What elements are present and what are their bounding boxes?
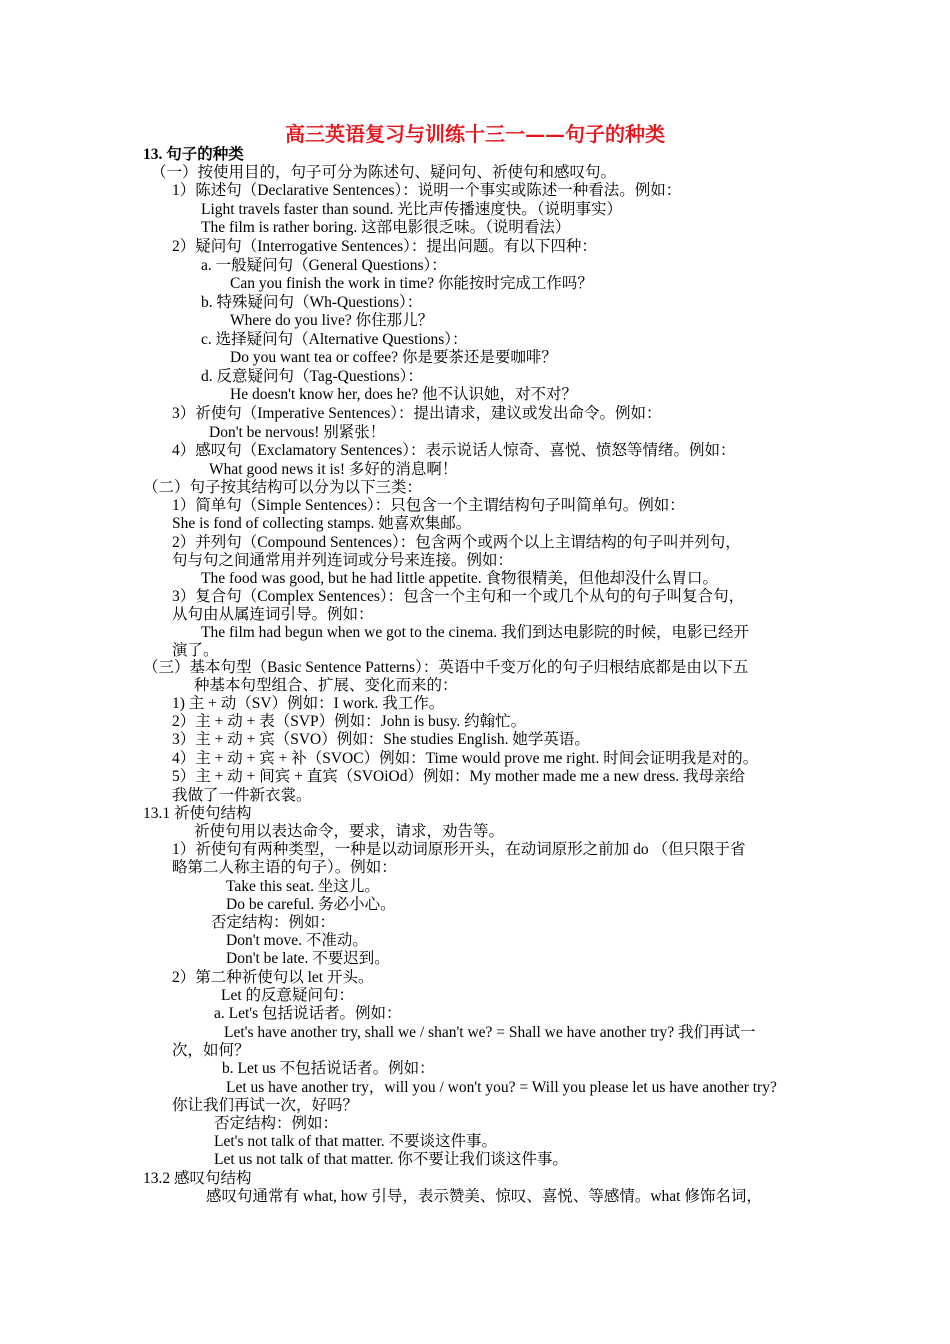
- section-heading: 13. 句子的种类: [143, 146, 244, 163]
- text-line: Don't be late. 不要迟到。: [226, 950, 390, 967]
- text-line: 4）主 + 动 + 宾 + 补（SVOC）例如：Time would prove me right. 时间会证明我是对的。: [172, 750, 759, 767]
- text-line: Don't move. 不准动。: [226, 932, 368, 949]
- text-line: 4）感叹句（Exclamatory Sentences）：表示说话人惊奇、喜悦、愤怒等情绪。例如：: [172, 442, 736, 459]
- text-line: 1）陈述句（Declarative Sentences）：说明一个事实或陈述一种看法。例如：: [172, 182, 682, 199]
- text-line: （三）基本句型（Basic Sentence Patterns）：英语中千变万化的句子归根结底都是由以下五: [143, 659, 749, 676]
- text-line: Take this seat. 坐这儿。: [226, 878, 380, 895]
- text-line: 1）祈使句有两种类型，一种是以动词原形开头，在动词原形之前加 do （但只限于省: [172, 841, 746, 858]
- text-line: 从句由从属连词引导。例如：: [172, 606, 374, 623]
- text-line: 你让我们再试一次，好吗？: [172, 1097, 359, 1114]
- text-line: （二）句子按其结构可以分为以下三类：: [143, 479, 423, 496]
- text-line: He doesn't know her, does he? 他不认识她，对不对？: [230, 386, 577, 403]
- text-line: The film is rather boring. 这部电影很乏味。（说明看法）: [201, 219, 571, 236]
- text-line: 3）复合句（Complex Sentences）：包含一个主句和一个或几个从句的句子叫复合句，: [172, 588, 745, 605]
- text-line: Let's have another try, shall we / shan't we? = Shall we have another try? 我们再试一: [224, 1024, 756, 1041]
- text-line: 我做了一件新衣裳。: [172, 787, 312, 804]
- text-line: c. 选择疑问句（Alternative Questions）：: [201, 331, 468, 348]
- text-line: a. 一般疑问句（General Questions）：: [201, 257, 447, 274]
- text-line: 3）祈使句（Imperative Sentences）：提出请求，建议或发出命令。例如：: [172, 405, 662, 422]
- text-line: 次，如何？: [172, 1042, 250, 1059]
- text-line: 感叹句通常有 what, how 引导，表示赞美、惊叹、喜悦、等感情。what 修饰名词，: [206, 1188, 762, 1205]
- text-line: Light travels faster than sound. 光比声传播速度快。（说明事实）: [201, 201, 623, 218]
- text-line: （一）按使用目的，句子可分为陈述句、疑问句、祈使句和感叹句。: [151, 164, 617, 181]
- text-line: 1）简单句（Simple Sentences）：只包含一个主谓结构句子叫简单句。例如：: [172, 497, 685, 514]
- text-line: 种基本句型组合、扩展、变化而来的：: [194, 677, 458, 694]
- text-line: Do you want tea or coffee? 你是要茶还是要咖啡？: [230, 349, 557, 366]
- text-line: 2）主 + 动 + 表（SVP）例如：John is busy. 约翰忙。: [172, 713, 527, 730]
- text-line: What good news it is! 多好的消息啊！: [209, 461, 458, 478]
- text-line: Let us have another try，will you / won't you? = Will you please let us have another try?: [226, 1079, 777, 1096]
- section-heading: 13.2 感叹句结构: [143, 1170, 252, 1187]
- text-line: Do be careful. 务必小心。: [226, 896, 396, 913]
- text-line: 2）并列句（Compound Sentences）：包含两个或两个以上主谓结构的句子叫并列句，: [172, 534, 741, 551]
- text-line: Let's not talk of that matter. 不要谈这件事。: [214, 1133, 498, 1150]
- text-line: 略第二人称主语的句子）。例如：: [172, 859, 397, 876]
- text-line: 祈使句用以表达命令，要求，请求，劝告等。: [194, 823, 505, 840]
- text-line: Let us not talk of that matter. 你不要让我们谈这件事。: [214, 1151, 568, 1168]
- page-title: 高三英语复习与训练十三一——句子的种类: [285, 122, 665, 146]
- text-line: 2）第二种祈使句以 let 开头。: [172, 969, 374, 986]
- text-line: 句与句之间通常用并列连词或分号来连接。例如：: [172, 552, 514, 569]
- text-line: d. 反意疑问句（Tag-Questions）：: [201, 368, 423, 385]
- text-line: Where do you live? 你住那儿？: [230, 312, 434, 329]
- text-line: a. Let's 包括说话者。例如：: [214, 1005, 402, 1022]
- text-line: 3）主 + 动 + 宾（SVO）例如：She studies English. 她学英语。: [172, 731, 590, 748]
- text-line: 否定结构：例如：: [211, 914, 336, 931]
- section-heading: 13.1 祈使句结构: [143, 805, 252, 822]
- text-line: Let 的反意疑问句：: [221, 987, 355, 1004]
- text-line: 2）疑问句（Interrogative Sentences）：提出问题。有以下四种：: [172, 238, 597, 255]
- text-line: The food was good, but he had little appetite. 食物很精美，但他却没什么胃口。: [201, 570, 719, 587]
- text-line: 否定结构：例如：: [214, 1115, 339, 1132]
- text-line: b. Let us 不包括说话者。例如：: [222, 1060, 435, 1077]
- text-line: 1) 主 + 动（SV）例如：I work. 我工作。: [172, 695, 445, 712]
- text-line: Don't be nervous! 别紧张！: [209, 424, 386, 441]
- text-line: Can you finish the work in time? 你能按时完成工作吗？: [230, 275, 593, 292]
- text-line: 5）主 + 动 + 间宾 + 直宾（SVOiOd）例如：My mother made me a new dress. 我母亲给: [172, 768, 745, 785]
- text-line: The film had begun when we got to the cinema. 我们到达电影院的时候，电影已经开: [201, 624, 750, 641]
- text-line: b. 特殊疑问句（Wh-Questions）：: [201, 294, 423, 311]
- text-line: She is fond of collecting stamps. 她喜欢集邮。: [172, 515, 472, 532]
- text-line: 演了。: [172, 642, 219, 659]
